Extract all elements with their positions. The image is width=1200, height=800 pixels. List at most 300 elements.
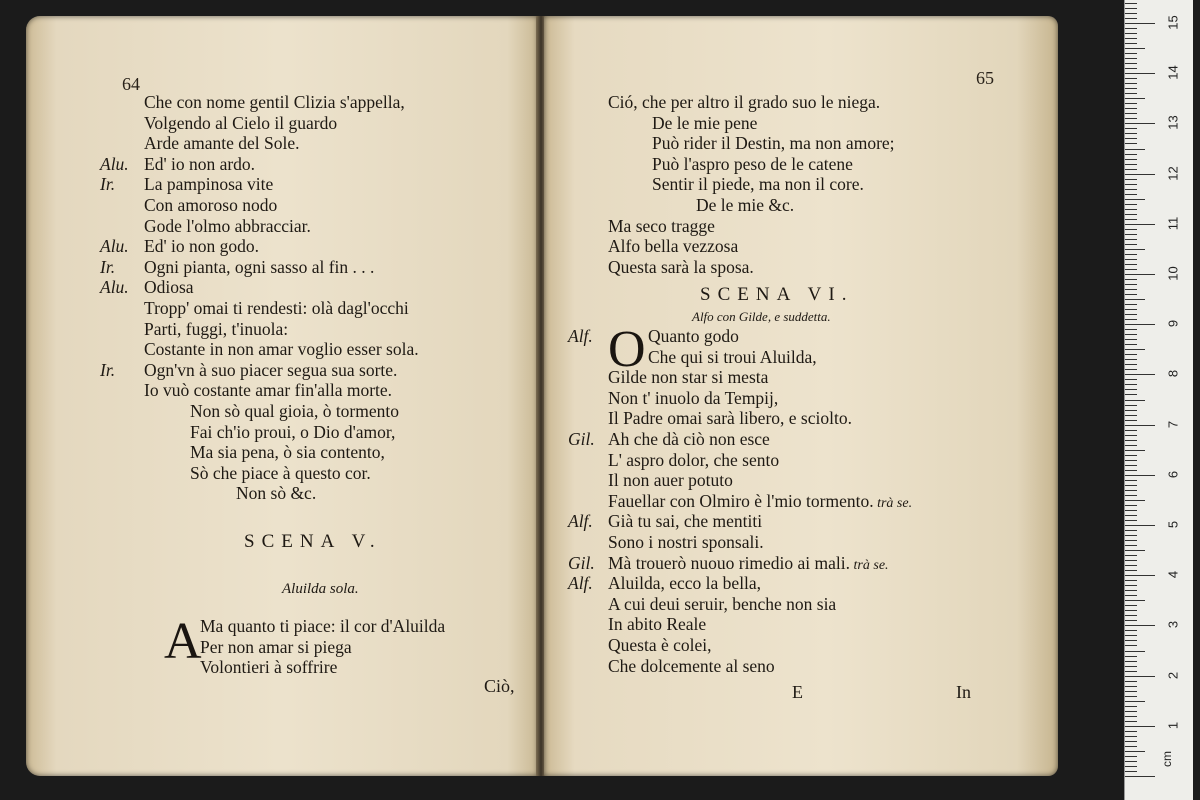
verse-line	[588, 236, 1048, 257]
ruler-number: 9	[1165, 320, 1181, 328]
verse-line	[544, 491, 1054, 512]
ruler-tick	[1125, 400, 1145, 401]
ruler-tick	[1125, 123, 1155, 124]
ruler-tick	[1125, 319, 1137, 320]
ruler-tick	[1125, 671, 1137, 672]
page-number: 65	[976, 68, 994, 88]
ruler-tick	[1125, 415, 1137, 416]
verse-text: Ma seco tragge	[608, 215, 715, 236]
ruler-tick	[1125, 420, 1137, 421]
speaker-label: Gil.	[568, 428, 595, 449]
verse-line	[544, 388, 1054, 409]
ruler-tick	[1125, 279, 1137, 280]
verse-text: Il Padre omai sarà libero, e sciolto.	[608, 408, 852, 429]
ruler-tick	[1125, 53, 1137, 54]
stage-direction: trà se.	[873, 495, 913, 511]
verse-line	[544, 553, 1054, 574]
verse-line	[100, 257, 530, 278]
ruler-tick	[1125, 334, 1137, 335]
ruler-tick	[1125, 349, 1145, 350]
verse-line	[544, 326, 1054, 347]
verse-text: Non t' inuolo da Tempij,	[608, 387, 779, 408]
ruler-tick	[1125, 359, 1137, 360]
ruler-tick	[1125, 666, 1137, 667]
ruler-tick	[1125, 500, 1145, 501]
ruler-tick	[1125, 706, 1137, 707]
ruler-tick	[1125, 83, 1137, 84]
speaker-label: Gil.	[568, 552, 595, 573]
ruler-tick	[1125, 78, 1137, 79]
verse-line	[100, 154, 530, 175]
ruler-tick	[1125, 369, 1137, 370]
ruler-tick	[1125, 259, 1137, 260]
ruler-tick	[1125, 284, 1137, 285]
ruler-number: 12	[1165, 165, 1181, 181]
ruler-tick	[1125, 98, 1145, 99]
ruler-tick	[1125, 610, 1137, 611]
ruler-tick	[1125, 470, 1137, 471]
speaker-label: Ir.	[100, 256, 116, 277]
ruler-unit: cm	[1160, 751, 1174, 767]
verse-text: Alfo bella vezzosa	[608, 236, 739, 257]
verse-line	[588, 133, 1048, 154]
verse-text: Ogni pianta, ogni sasso al fin . . .	[144, 256, 375, 277]
ruler-tick	[1125, 691, 1137, 692]
speaker-label: Alu.	[100, 277, 129, 298]
ruler-tick	[1125, 324, 1155, 325]
verse-text: De le mie pene	[652, 112, 758, 133]
verse-text: Sentir il piede, ma non il core.	[652, 174, 864, 195]
ruler-tick	[1125, 425, 1155, 426]
ruler-tick	[1125, 304, 1137, 305]
ruler-tick	[1125, 194, 1137, 195]
verse-text: Quanto godo	[648, 326, 739, 346]
ruler-tick	[1125, 550, 1145, 551]
ruler-tick	[1125, 480, 1137, 481]
verse-text: Gilde non star si mesta	[608, 367, 769, 388]
verse-line	[544, 635, 1054, 656]
verse-line	[588, 92, 1048, 113]
ruler-tick	[1125, 520, 1137, 521]
left-page	[26, 16, 538, 776]
ruler-tick	[1125, 726, 1155, 727]
verse-text: Volontieri à soffrire	[200, 657, 338, 678]
verse-text: Sono i nostri sponsali.	[608, 531, 764, 552]
ruler-tick	[1125, 199, 1145, 200]
ruler-tick	[1125, 686, 1137, 687]
speaker-label: Ir.	[100, 174, 116, 195]
ruler-tick	[1125, 219, 1137, 220]
ruler-tick	[1125, 88, 1137, 89]
ruler-tick	[1125, 746, 1137, 747]
ruler-tick	[1125, 103, 1137, 104]
verse-line	[544, 656, 1054, 677]
verse-line	[544, 367, 1054, 388]
verse-line	[100, 463, 530, 484]
ruler-tick	[1125, 440, 1137, 441]
scene-subtitle: Alfo con Gilde, e suddetta.	[692, 309, 831, 324]
ruler-tick	[1125, 379, 1137, 380]
verse-text: Ció, che per altro il grado suo le niega.	[608, 92, 881, 112]
verse-line	[100, 483, 530, 504]
ruler-tick	[1125, 314, 1137, 315]
verse-block	[544, 321, 1054, 676]
ruler-tick	[1125, 149, 1145, 150]
verse-text: Questa è colei,	[608, 634, 712, 655]
ruler-tick	[1125, 244, 1137, 245]
ruler-tick	[1125, 329, 1137, 330]
ruler-tick	[1125, 128, 1137, 129]
ruler-tick	[1125, 751, 1145, 752]
verse-line	[544, 347, 1054, 368]
ruler-tick	[1125, 731, 1137, 732]
ruler-tick	[1125, 274, 1155, 275]
scene-title: SCENA V.	[244, 531, 382, 552]
ruler-number: 8	[1165, 370, 1181, 378]
catchword: Ciò,	[484, 676, 515, 696]
ruler-tick	[1125, 93, 1137, 94]
verse-text: Che dolcemente al seno	[608, 655, 775, 676]
ruler-tick	[1125, 63, 1137, 64]
verse-text: Il non auer potuto	[608, 470, 733, 491]
verse-line	[588, 154, 1048, 175]
speaker-label: Ir.	[100, 359, 116, 380]
verse-text: Aluilda, ecco la bella,	[608, 573, 762, 594]
speaker-label: Alf.	[568, 511, 593, 532]
speaker-label: Alf.	[568, 326, 593, 346]
ruler-number: 15	[1165, 15, 1181, 30]
ruler-tick	[1125, 264, 1137, 265]
ruler-tick	[1125, 580, 1137, 581]
ruler-tick	[1125, 490, 1137, 491]
ruler-tick	[1125, 721, 1137, 722]
ruler-tick	[1125, 405, 1137, 406]
ruler-tick	[1125, 13, 1137, 14]
verse-text: Odiosa	[144, 277, 194, 298]
ruler-tick	[1125, 565, 1137, 566]
ruler-tick	[1125, 570, 1137, 571]
verse-line	[588, 216, 1048, 237]
ruler-tick	[1125, 143, 1137, 144]
drop-cap: O	[608, 321, 646, 378]
verse-line	[544, 470, 1054, 491]
ruler-tick	[1125, 560, 1137, 561]
verse-line	[100, 360, 530, 381]
ruler-tick	[1125, 776, 1155, 777]
verse-text: La pampinosa vite	[144, 174, 274, 195]
signature-mark: E	[792, 682, 803, 702]
ruler-tick	[1125, 475, 1155, 476]
verse-line	[100, 422, 530, 443]
ruler-number: 4	[1165, 571, 1181, 579]
verse-line	[544, 429, 1054, 450]
ruler-tick	[1125, 108, 1137, 109]
ruler-tick	[1125, 229, 1137, 230]
ruler-tick	[1125, 701, 1145, 702]
verse-text: Che con nome gentil Clizia s'appella,	[144, 92, 405, 112]
verse-line	[100, 216, 530, 237]
ruler-tick	[1125, 384, 1137, 385]
ruler-tick	[1125, 204, 1137, 205]
ruler-tick	[1125, 68, 1137, 69]
verse-block	[588, 92, 1048, 277]
ruler-tick	[1125, 585, 1137, 586]
ruler-tick	[1125, 113, 1137, 114]
scene-subtitle: Aluilda sola.	[282, 581, 359, 597]
ruler-tick	[1125, 445, 1137, 446]
ruler-tick	[1125, 294, 1137, 295]
ruler-tick	[1125, 234, 1137, 235]
verse-text: Ogn'vn à suo piacer segua sua sorte.	[144, 359, 398, 380]
ruler-tick	[1125, 154, 1137, 155]
verse-text: Costante in non amar voglio esser sola.	[144, 339, 419, 360]
verse-text: Io vuò costante amar fin'alla morte.	[144, 380, 393, 401]
verse-line	[544, 573, 1054, 594]
ruler-tick	[1125, 344, 1137, 345]
ruler-tick	[1125, 590, 1137, 591]
verse-line	[100, 195, 530, 216]
ruler-tick	[1125, 535, 1137, 536]
ruler-tick	[1125, 696, 1137, 697]
ruler-tick	[1125, 465, 1137, 466]
ruler-tick	[1125, 224, 1155, 225]
ruler-tick	[1125, 450, 1145, 451]
ruler-tick	[1125, 681, 1137, 682]
verse-text: Ma sia pena, ò sia contento,	[190, 442, 385, 463]
right-page	[544, 16, 1058, 776]
ruler-number: 2	[1165, 671, 1181, 679]
ruler-tick	[1125, 676, 1155, 677]
verse-line	[100, 174, 530, 195]
verse-text: L' aspro dolor, che sento	[608, 449, 780, 470]
ruler-tick	[1125, 736, 1137, 737]
ruler-tick	[1125, 364, 1137, 365]
ruler-tick	[1125, 389, 1137, 390]
verse-line	[100, 339, 530, 360]
ruler-tick	[1125, 510, 1137, 511]
ruler-tick	[1125, 299, 1145, 300]
measurement-ruler	[1124, 0, 1193, 800]
ruler-tick	[1125, 189, 1137, 190]
verse-block	[156, 613, 526, 678]
ruler-tick	[1125, 711, 1137, 712]
ruler-tick	[1125, 605, 1137, 606]
verse-text: Può l'aspro peso de le catene	[652, 153, 853, 174]
verse-line	[156, 657, 526, 678]
ruler-tick	[1125, 169, 1137, 170]
speaker-label: Alf.	[568, 573, 593, 594]
ruler-tick	[1125, 630, 1137, 631]
ruler-tick	[1125, 394, 1137, 395]
ruler-tick	[1125, 625, 1155, 626]
verse-text: De le mie &c.	[696, 194, 795, 215]
ruler-tick	[1125, 269, 1137, 270]
verse-block	[100, 92, 530, 504]
verse-text: Questa sarà la sposa.	[608, 256, 754, 277]
verse-line	[100, 319, 530, 340]
ruler-tick	[1125, 530, 1137, 531]
verse-text: Arde amante del Sole.	[144, 133, 300, 154]
verse-line	[100, 442, 530, 463]
ruler-number: 1	[1165, 721, 1181, 729]
speaker-label: Alu.	[100, 153, 129, 174]
scene-title: SCENA VI.	[700, 284, 854, 305]
ruler-tick	[1125, 515, 1137, 516]
ruler-tick	[1125, 645, 1137, 646]
verse-line	[544, 614, 1054, 635]
ruler-tick	[1125, 505, 1137, 506]
ruler-tick	[1125, 289, 1137, 290]
ruler-tick	[1125, 18, 1137, 19]
verse-line	[156, 616, 526, 637]
verse-line	[100, 298, 530, 319]
ruler-tick	[1125, 3, 1137, 4]
verse-text: Non sò qual gioia, ò tormento	[190, 400, 400, 421]
ruler-tick	[1125, 555, 1137, 556]
ruler-tick	[1125, 455, 1137, 456]
ruler-tick	[1125, 595, 1137, 596]
ruler-number: 3	[1165, 621, 1181, 629]
ruler-number: 11	[1165, 216, 1181, 231]
verse-text: Può rider il Destin, ma non amore;	[652, 133, 895, 154]
verse-line	[100, 92, 530, 113]
ruler-tick	[1125, 8, 1137, 9]
stage-direction: trà se.	[850, 557, 889, 573]
ruler-tick	[1125, 525, 1155, 526]
ruler-tick	[1125, 600, 1145, 601]
verse-text: Ma quanto ti piace: il cor d'Aluilda	[200, 616, 446, 636]
ruler-tick	[1125, 73, 1155, 74]
ruler-tick	[1125, 43, 1137, 44]
verse-text: Per non amar si piega	[200, 636, 352, 657]
ruler-tick	[1125, 214, 1137, 215]
verse-text: Volgendo al Cielo il guardo	[144, 112, 338, 133]
ruler-tick	[1125, 460, 1137, 461]
ruler-tick	[1125, 374, 1155, 375]
verse-text: A cui deui seruir, benche non sia	[608, 593, 837, 614]
open-book	[26, 16, 1058, 776]
verse-text: In abito Reale	[608, 614, 707, 635]
ruler-tick	[1125, 656, 1137, 657]
ruler-tick	[1125, 138, 1137, 139]
verse-text: Fai ch'io proui, o Dio d'amor,	[190, 421, 396, 442]
ruler-number: 7	[1165, 420, 1181, 428]
ruler-tick	[1125, 661, 1137, 662]
verse-text: Ed' io non ardo.	[144, 153, 256, 174]
verse-text: Sò che piace à questo cor.	[190, 462, 371, 483]
ruler-tick	[1125, 761, 1137, 762]
ruler-tick	[1125, 435, 1137, 436]
speaker-label: Alu.	[100, 236, 129, 257]
verse-text: Gode l'olmo abbracciar.	[144, 215, 311, 236]
page-number: 64	[122, 74, 140, 94]
verse-line	[544, 594, 1054, 615]
ruler-number: 14	[1165, 65, 1181, 80]
ruler-number: 6	[1165, 470, 1181, 478]
ruler-number: 10	[1165, 266, 1181, 281]
ruler-tick	[1125, 495, 1137, 496]
ruler-tick	[1125, 575, 1155, 576]
ruler-tick	[1125, 133, 1137, 134]
ruler-tick	[1125, 164, 1137, 165]
verse-line	[100, 380, 530, 401]
ruler-tick	[1125, 771, 1137, 772]
verse-text: Non sò &c.	[236, 483, 317, 504]
verse-text: Già tu sai, che mentiti	[608, 511, 763, 532]
verse-line	[544, 532, 1054, 553]
ruler-tick	[1125, 716, 1137, 717]
ruler-tick	[1125, 174, 1155, 175]
verse-line	[588, 113, 1048, 134]
ruler-tick	[1125, 540, 1137, 541]
verse-text: Ed' io non godo.	[144, 236, 259, 257]
ruler-tick	[1125, 756, 1137, 757]
verse-line	[544, 450, 1054, 471]
verse-text: Tropp' omai ti rendesti: olà dagl'occhi	[144, 297, 409, 318]
catchword: In	[956, 682, 971, 702]
verse-text: Ah che dà ciò non esce	[608, 428, 770, 449]
verse-text: Parti, fuggi, t'inuola:	[144, 318, 289, 339]
ruler-tick	[1125, 309, 1137, 310]
ruler-tick	[1125, 635, 1137, 636]
ruler-tick	[1125, 651, 1145, 652]
verse-text: Che qui si troui Aluilda,	[648, 346, 817, 367]
verse-line	[544, 408, 1054, 429]
ruler-tick	[1125, 339, 1137, 340]
verse-line	[100, 277, 530, 298]
ruler-tick	[1125, 410, 1137, 411]
ruler-tick	[1125, 33, 1137, 34]
verse-text: Mà trouerò nuouo rimedio ai mali. trà se.	[608, 552, 889, 573]
ruler-tick	[1125, 766, 1137, 767]
ruler-tick	[1125, 184, 1137, 185]
ruler-number: 13	[1165, 115, 1181, 131]
ruler-tick	[1125, 239, 1137, 240]
ruler-tick	[1125, 430, 1137, 431]
verse-line	[100, 133, 530, 154]
ruler-tick	[1125, 48, 1145, 49]
ruler-number: 5	[1165, 520, 1181, 529]
drop-cap: A	[164, 613, 202, 670]
ruler-tick	[1125, 741, 1137, 742]
ruler-tick	[1125, 254, 1137, 255]
ruler-tick	[1125, 249, 1145, 250]
ruler-tick	[1125, 159, 1137, 160]
ruler-tick	[1125, 545, 1137, 546]
ruler-tick	[1125, 640, 1137, 641]
ruler-tick	[1125, 354, 1137, 355]
ruler-tick	[1125, 118, 1137, 119]
verse-line	[588, 174, 1048, 195]
verse-line	[544, 511, 1054, 532]
verse-line	[588, 257, 1048, 278]
verse-line	[588, 195, 1048, 216]
ruler-tick	[1125, 615, 1137, 616]
ruler-tick	[1125, 23, 1155, 24]
verse-line	[100, 236, 530, 257]
verse-text: Fauellar con Olmiro è l'mio tormento. trà se.	[608, 490, 913, 511]
verse-line	[156, 637, 526, 658]
verse-line	[100, 113, 530, 134]
ruler-tick	[1125, 58, 1137, 59]
ruler-tick	[1125, 209, 1137, 210]
ruler-tick	[1125, 38, 1137, 39]
verse-text: Con amoroso nodo	[144, 194, 278, 215]
ruler-tick	[1125, 28, 1137, 29]
ruler-tick	[1125, 179, 1137, 180]
ruler-tick	[1125, 485, 1137, 486]
verse-line	[100, 401, 530, 422]
